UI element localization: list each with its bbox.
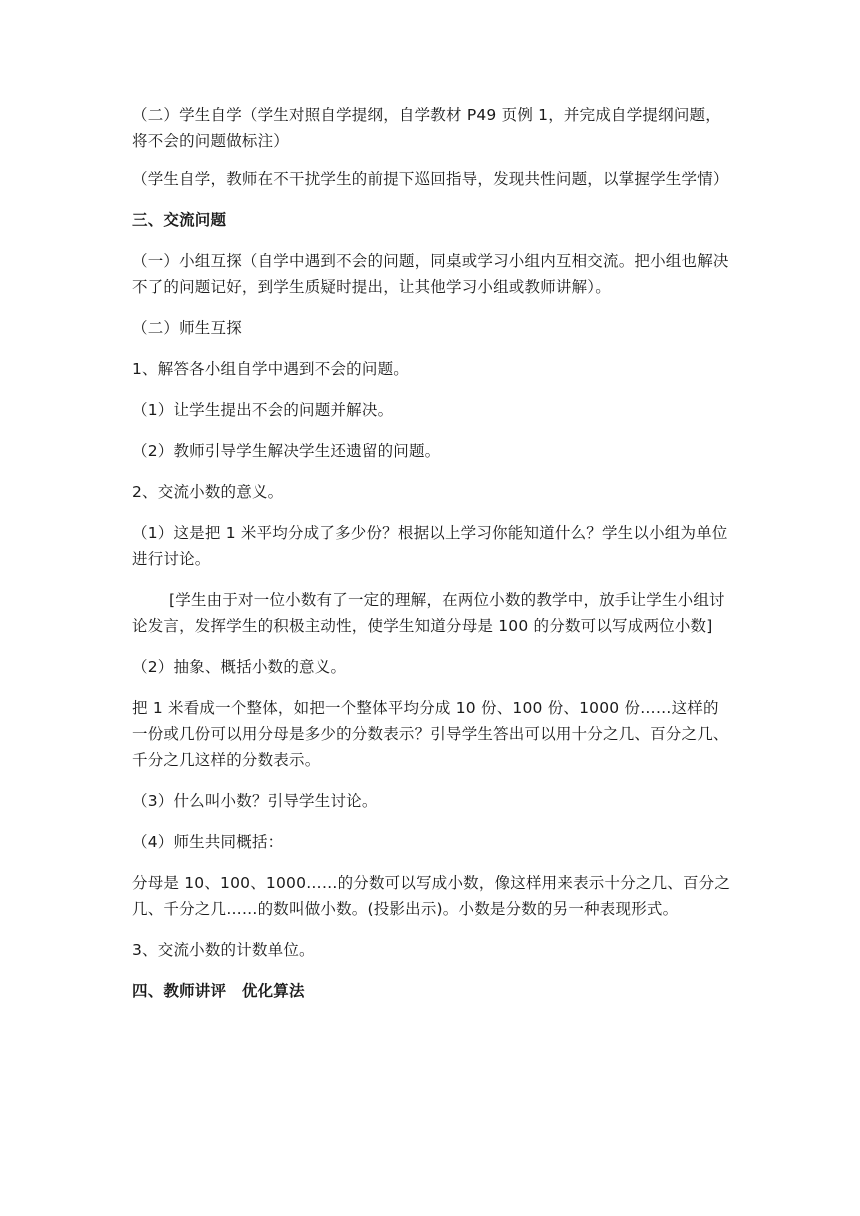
paragraph-whole-division: 把 1 米看成一个整体，如把一个整体平均分成 10 份、100 份、1000 份……这样的一份或几份可以用分母是多少的分数表示？引导学生答出可以用十分之几、百分之几、千分之几这样的分数表示。 xyxy=(132,699,729,769)
heading-teacher-review: 四、教师讲评 优化算法 xyxy=(132,982,305,1000)
paragraph-decimal-definition: 分母是 10、100、1000……的分数可以写成小数，像这样用来表示十分之几、百分之几、千分之几……的数叫做小数。(投影出示)。小数是分数的另一种表现形式。 xyxy=(132,874,731,918)
paragraph-item-1-1: （1）让学生提出不会的问题并解决。 xyxy=(132,401,394,419)
document-page xyxy=(132,102,732,1004)
paragraph-item-2-1: （1）这是把 1 米平均分成了多少份？根据以上学习你能知道什么？学生以小组为单位进行讨论。 xyxy=(132,524,728,568)
paragraph-design-note: [学生由于对一位小数有了一定的理解，在两位小数的教学中，放手让学生小组讨论发言，发挥学生的积极主动性，使学生知道分母是 100 的分数可以写成两位小数] xyxy=(132,591,725,635)
paragraph-self-study: （二）学生自学（学生对照自学提纲，自学教材 P49 页例 1，并完成自学提纲问题，将不会的问题做标注） xyxy=(132,106,721,150)
paragraph-item-3: 3、交流小数的计数单位。 xyxy=(132,941,315,959)
paragraph-group-explore: （一）小组互探（自学中遇到不会的问题，同桌或学习小组内互相交流。把小组也解决不了的问题记好，到学生质疑时提出，让其他学习小组或教师讲解）。 xyxy=(132,252,729,296)
paragraph-item-2-2: （2）抽象、概括小数的意义。 xyxy=(132,658,347,676)
heading-exchange-questions: 三、交流问题 xyxy=(132,211,227,229)
paragraph-teacher-student-explore: （二）师生互探 xyxy=(132,319,242,337)
paragraph-teacher-guidance: （学生自学，教师在不干扰学生的前提下巡回指导，发现共性问题，以掌握学生学情） xyxy=(132,170,729,188)
paragraph-item-1: 1、解答各小组自学中遇到不会的问题。 xyxy=(132,360,409,378)
paragraph-item-2-3: （3）什么叫小数？引导学生讨论。 xyxy=(132,792,378,810)
paragraph-item-1-2: （2）教师引导学生解决学生还遗留的问题。 xyxy=(132,442,441,460)
paragraph-item-2-4: （4）师生共同概括： xyxy=(132,833,284,851)
paragraph-item-2: 2、交流小数的意义。 xyxy=(132,483,284,501)
